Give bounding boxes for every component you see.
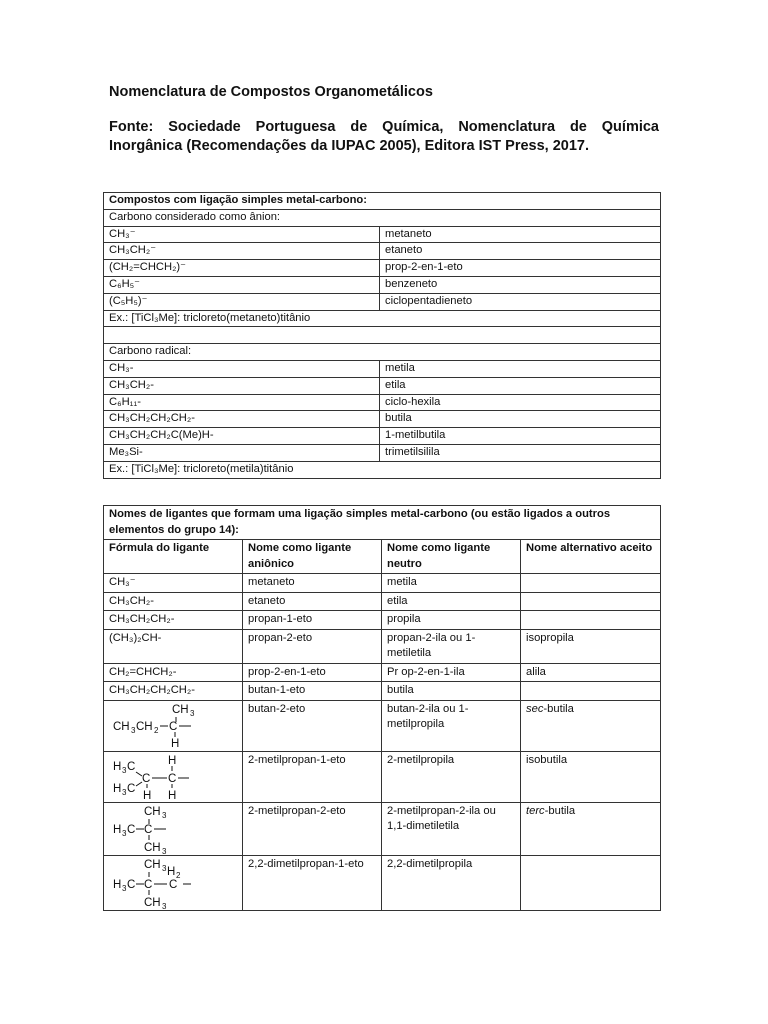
name-cell: ciclo-hexila bbox=[380, 394, 661, 411]
tert-butyl-structure bbox=[109, 804, 237, 854]
anionic-name-cell: etaneto bbox=[243, 592, 382, 611]
subscript-label: 3 bbox=[122, 787, 127, 797]
name-cell: ciclopentadieneto bbox=[380, 293, 661, 310]
table-row bbox=[104, 629, 661, 663]
alt-name-cell bbox=[521, 682, 661, 701]
formula-cell: (CH₂=CHCH₂)⁻ bbox=[104, 260, 380, 277]
atom-label: C bbox=[144, 823, 153, 836]
atom-label: C bbox=[169, 878, 178, 891]
anionic-name-cell: propan-2-eto bbox=[243, 629, 382, 663]
table-row bbox=[104, 592, 661, 611]
atom-label: H bbox=[113, 878, 122, 891]
subscript-label: 3 bbox=[162, 901, 167, 909]
subscript-label: 3 bbox=[162, 863, 167, 873]
name-cell: 1-metilbutila bbox=[380, 428, 661, 445]
name-cell: metaneto bbox=[380, 226, 661, 243]
alt-name-cell bbox=[521, 611, 661, 630]
name-cell: butila bbox=[380, 411, 661, 428]
atom-label: C bbox=[127, 782, 136, 795]
table-row bbox=[104, 243, 661, 260]
table-row bbox=[104, 428, 661, 445]
alt-prefix: sec bbox=[526, 702, 544, 715]
table-row bbox=[104, 802, 661, 855]
alt-name-cell bbox=[521, 592, 661, 611]
atom-label: CH bbox=[136, 720, 153, 733]
anionic-name-cell: butan-2-eto bbox=[243, 700, 382, 751]
table-row bbox=[104, 226, 661, 243]
alt-name-cell: alila bbox=[521, 663, 661, 682]
alt-suffix: -butila bbox=[544, 804, 576, 817]
atom-label: H bbox=[113, 760, 122, 773]
formula-cell: C₆H₁₁- bbox=[104, 394, 380, 411]
neutral-name-cell: propila bbox=[382, 611, 521, 630]
atom-label: CH bbox=[172, 703, 189, 716]
sec-butyl-structure bbox=[109, 702, 237, 750]
structure-cell bbox=[104, 700, 243, 751]
formula-cell: Me₃Si- bbox=[104, 444, 380, 461]
empty-row bbox=[104, 327, 661, 344]
subscript-label: 3 bbox=[162, 846, 167, 854]
atom-label: CH bbox=[144, 841, 161, 854]
table-row bbox=[104, 360, 661, 377]
structure-cell bbox=[104, 802, 243, 855]
formula-cell: CH₂=CHCH₂- bbox=[104, 663, 243, 682]
metal-carbon-table bbox=[103, 192, 661, 479]
page-title: Nomenclatura de Compostos Organometálicos bbox=[109, 84, 433, 100]
alt-name-cell: isobutila bbox=[521, 751, 661, 802]
subscript-label: 3 bbox=[162, 810, 167, 820]
alt-name-cell bbox=[521, 802, 661, 855]
name-cell: prop-2-en-1-eto bbox=[380, 260, 661, 277]
atom-label: H bbox=[143, 789, 152, 801]
subscript-label: 2 bbox=[176, 870, 181, 880]
anionic-name-cell: 2-metilpropan-1-eto bbox=[243, 751, 382, 802]
neutral-name-cell: etila bbox=[382, 592, 521, 611]
atom-label: C bbox=[168, 772, 177, 785]
table-row bbox=[104, 751, 661, 802]
table-row bbox=[104, 293, 661, 310]
alt-prefix: terc bbox=[526, 804, 545, 817]
column-header: Nome alternativo aceito bbox=[521, 540, 661, 574]
table-row bbox=[104, 700, 661, 751]
anionic-name-cell: butan-1-eto bbox=[243, 682, 382, 701]
atom-label: C bbox=[169, 720, 178, 733]
example-row: Ex.: [TiCl₃Me]: tricloreto(metila)titânio bbox=[104, 461, 661, 478]
atom-label: H bbox=[113, 782, 122, 795]
neutral-name-cell: Pr op-2-en-1-ila bbox=[382, 663, 521, 682]
anionic-name-cell: 2,2-dimetilpropan-1-eto bbox=[243, 855, 382, 910]
formula-cell: CH₃- bbox=[104, 360, 380, 377]
subscript-label: 3 bbox=[190, 708, 195, 718]
formula-cell: CH₃CH₂⁻ bbox=[104, 243, 380, 260]
table-row bbox=[104, 444, 661, 461]
anionic-name-cell: prop-2-en-1-eto bbox=[243, 663, 382, 682]
atom-label: CH bbox=[113, 720, 130, 733]
anionic-name-cell: 2-metilpropan-2-eto bbox=[243, 802, 382, 855]
formula-cell: CH₃⁻ bbox=[104, 226, 380, 243]
column-headers bbox=[104, 540, 661, 574]
column-header: Nome como ligante aniônico bbox=[243, 540, 382, 574]
alt-suffix: -butila bbox=[543, 702, 574, 715]
structure-cell bbox=[104, 751, 243, 802]
atom-label: CH bbox=[144, 805, 161, 818]
alt-name-cell bbox=[521, 855, 661, 910]
atom-label: H bbox=[168, 754, 177, 767]
alt-name-cell bbox=[521, 574, 661, 593]
neutral-name-cell: 2-metilpropan-2-ila ou 1,1-dimetiletila bbox=[382, 802, 521, 855]
atom-label: H bbox=[113, 823, 122, 836]
atom-label: H bbox=[168, 789, 177, 801]
name-cell: etaneto bbox=[380, 243, 661, 260]
example-row: Ex.: [TiCl₃Me]: tricloreto(metaneto)titânio bbox=[104, 310, 661, 327]
table1-heading: Compostos com ligação simples metal-carbono: bbox=[104, 193, 661, 210]
table-row bbox=[104, 394, 661, 411]
subscript-label: 3 bbox=[122, 765, 127, 775]
column-header: Fórmula do ligante bbox=[104, 540, 243, 574]
subscript-label: 3 bbox=[122, 828, 127, 838]
alt-name-cell bbox=[521, 700, 661, 751]
alt-name-cell: isopropila bbox=[521, 629, 661, 663]
anion-heading: Carbono considerado como ânion: bbox=[104, 209, 661, 226]
formula-cell: (CH₃)₂CH- bbox=[104, 629, 243, 663]
neutral-name-cell: propan-2-ila ou 1-metiletila bbox=[382, 629, 521, 663]
atom-label: C bbox=[127, 823, 136, 836]
formula-cell: CH₃CH₂CH₂- bbox=[104, 611, 243, 630]
atom-label: H bbox=[167, 865, 176, 878]
table-row bbox=[104, 682, 661, 701]
subscript-label: 3 bbox=[131, 725, 136, 735]
atom-label: CH bbox=[144, 858, 161, 871]
isobutyl-structure bbox=[109, 753, 237, 801]
name-cell: etila bbox=[380, 377, 661, 394]
formula-cell: CH₃CH₂- bbox=[104, 377, 380, 394]
table-row bbox=[104, 855, 661, 910]
name-cell: trimetilsilila bbox=[380, 444, 661, 461]
table-row bbox=[104, 377, 661, 394]
neutral-name-cell: butan-2-ila ou 1-metilpropila bbox=[382, 700, 521, 751]
neutral-name-cell: 2-metilpropila bbox=[382, 751, 521, 802]
source-citation: Fonte: Sociedade Portuguesa de Química, Nomenclatura de Química Inorgânica (Recomendações da IUPAC 2005), Editora IST Press, 2017. bbox=[109, 119, 659, 154]
radical-heading: Carbono radical: bbox=[104, 344, 661, 361]
neutral-name-cell: butila bbox=[382, 682, 521, 701]
table2-heading: Nomes de ligantes que formam uma ligação simples metal-carbono (ou estão ligados a outros elementos do grupo 14): bbox=[104, 506, 661, 540]
anionic-name-cell: propan-1-eto bbox=[243, 611, 382, 630]
atom-label: CH bbox=[144, 896, 161, 909]
formula-cell: CH₃CH₂CH₂CH₂- bbox=[104, 411, 380, 428]
table-row bbox=[104, 663, 661, 682]
table-row bbox=[104, 260, 661, 277]
name-cell: metila bbox=[380, 360, 661, 377]
neutral-name-cell: metila bbox=[382, 574, 521, 593]
formula-cell: CH₃CH₂CH₂C(Me)H- bbox=[104, 428, 380, 445]
formula-cell: CH₃⁻ bbox=[104, 574, 243, 593]
atom-label: C bbox=[144, 878, 153, 891]
structure-cell bbox=[104, 855, 243, 910]
atom-label: C bbox=[142, 772, 151, 785]
table-row bbox=[104, 574, 661, 593]
atom-label: C bbox=[127, 878, 136, 891]
subscript-label: 3 bbox=[122, 883, 127, 893]
name-cell: benzeneto bbox=[380, 276, 661, 293]
table-row bbox=[104, 411, 661, 428]
table-row bbox=[104, 276, 661, 293]
formula-cell: C₆H₅⁻ bbox=[104, 276, 380, 293]
ligand-names-table bbox=[103, 505, 661, 911]
table-row bbox=[104, 611, 661, 630]
atom-label: C bbox=[127, 760, 136, 773]
subscript-label: 2 bbox=[154, 725, 159, 735]
formula-cell: CH₃CH₂CH₂CH₂- bbox=[104, 682, 243, 701]
formula-cell: CH₃CH₂- bbox=[104, 592, 243, 611]
anionic-name-cell: metaneto bbox=[243, 574, 382, 593]
neutral-name-cell: 2,2-dimetilpropila bbox=[382, 855, 521, 910]
atom-label: H bbox=[171, 737, 180, 750]
neopentyl-structure bbox=[109, 857, 237, 909]
formula-cell: (C₅H₅)⁻ bbox=[104, 293, 380, 310]
column-header: Nome como ligante neutro bbox=[382, 540, 521, 574]
